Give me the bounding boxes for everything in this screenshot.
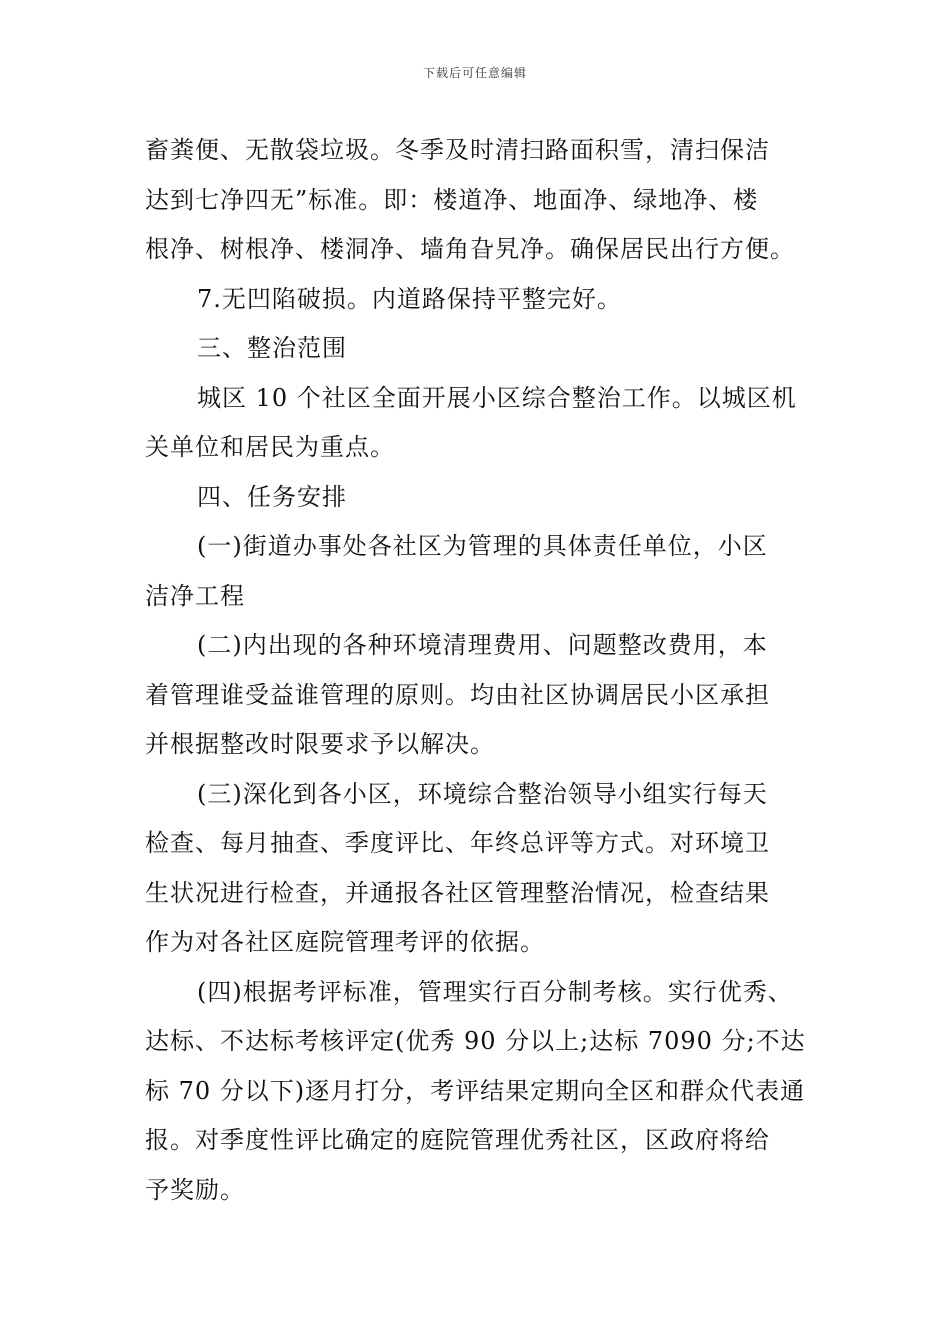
- text-line: (一)街道办事处各社区为管理的具体责任单位，小区: [197, 532, 768, 560]
- text-line: 7.无凹陷破损。内道路保持平整完好。: [197, 284, 622, 313]
- text-line: 并根据整改时限要求予以解决。: [145, 730, 495, 758]
- text-line: 畜粪便、无散袋垃圾。冬季及时清扫路面积雪，清扫保洁: [145, 136, 770, 164]
- document-body: [145, 126, 815, 1215]
- text-line: 根净、树根净、楼洞净、墙角旮旯净。确保居民出行方便。: [145, 235, 795, 263]
- text-line: 洁净工程: [145, 581, 245, 610]
- text-line: 着管理谁受益谁管理的原则。均由社区协调居民小区承担: [145, 680, 770, 709]
- text-line: 予奖励。: [145, 1175, 245, 1204]
- text-line: (二)内出现的各种环境清理费用、问题整改费用，本: [197, 631, 768, 659]
- text-line: 报。对季度性评比确定的庭院管理优秀社区，区政府将给: [145, 1126, 770, 1154]
- text-line: 生状况进行检查，并通报各社区管理整治情况，检查结果: [145, 878, 770, 907]
- text-line: 达标、不达标考核评定(优秀 90 分以上;达标 7090 分;不达: [145, 1027, 806, 1055]
- text-line: 城区 10 个社区全面开展小区综合整治工作。以城区机: [197, 383, 797, 412]
- text-line: (四)根据考评标准，管理实行百分制考核。实行优秀、: [197, 977, 793, 1006]
- text-line: 标 70 分以下)逐月打分，考评结果定期向全区和群众代表通: [145, 1076, 806, 1105]
- text-line: 检查、每月抽查、季度评比、年终总评等方式。对环境卫: [145, 829, 770, 857]
- text-line: 四、任务安排: [197, 482, 347, 511]
- text-line: 达到七净四无”标准。即：楼道净、地面净、绿地净、楼: [145, 185, 759, 214]
- text-line: 关单位和居民为重点。: [145, 433, 395, 461]
- text-line: (三)深化到各小区，环境综合整治领导小组实行每天: [197, 779, 768, 808]
- text-line: 三、整治范围: [197, 334, 347, 362]
- page-header: 下载后可任意编辑: [422, 66, 527, 80]
- text-line: 作为对各社区庭院管理考评的依据。: [145, 928, 545, 956]
